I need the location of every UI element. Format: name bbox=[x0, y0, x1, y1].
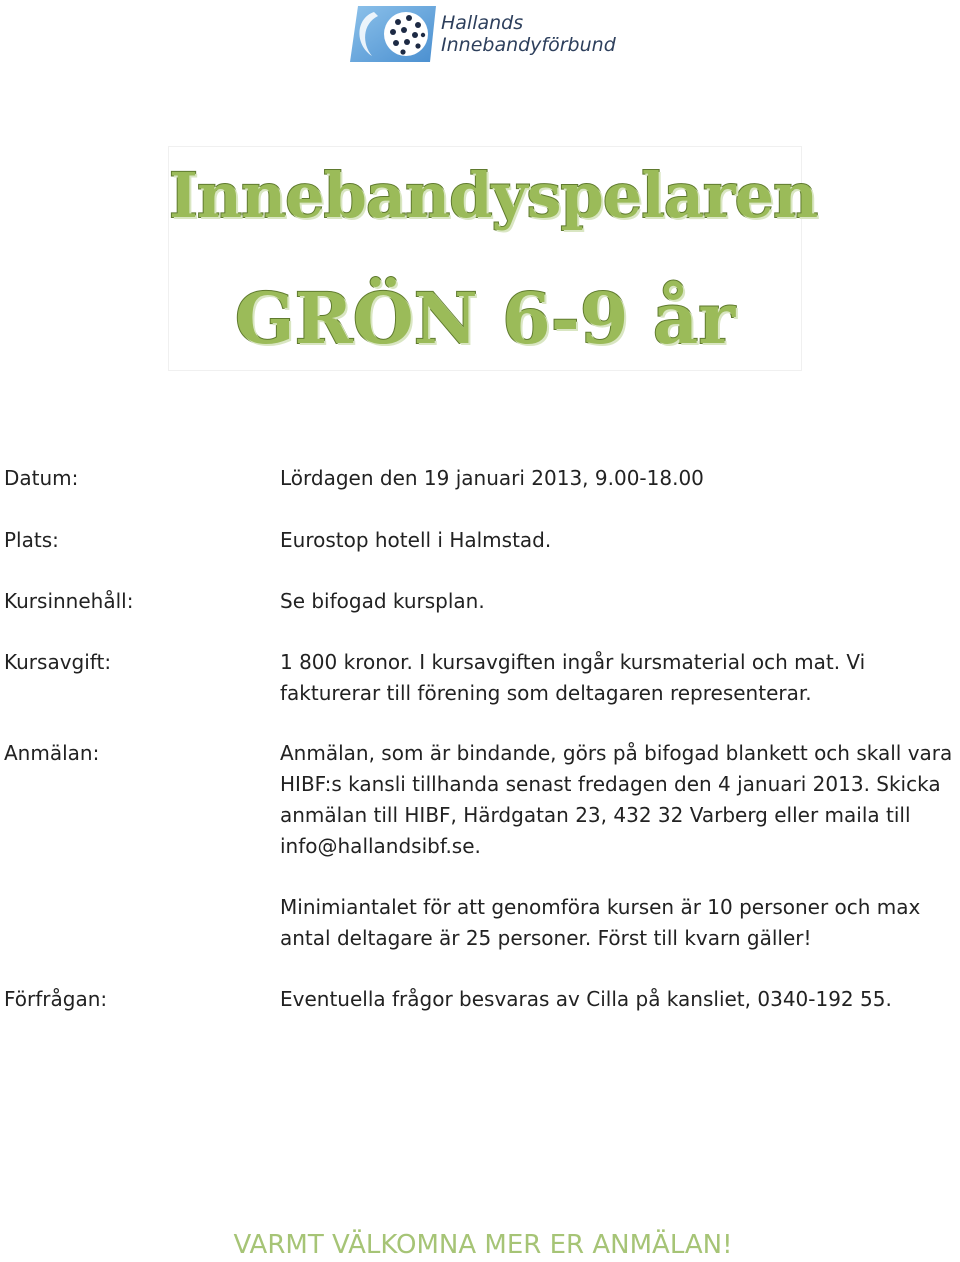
plats-label: Plats: bbox=[4, 528, 59, 552]
welcome-footer: VARMT VÄLKOMNA MER ER ANMÄLAN! bbox=[233, 1230, 733, 1260]
kursinnehall-value: Se bifogad kursplan. bbox=[280, 589, 485, 613]
plats-value: Eurostop hotell i Halmstad. bbox=[280, 528, 552, 552]
forfragan-label: Förfrågan: bbox=[4, 987, 108, 1011]
kursinnehall-label: Kursinnehåll: bbox=[4, 589, 134, 613]
floorball-logo-icon bbox=[348, 4, 440, 64]
anmalan-label: Anmälan: bbox=[4, 741, 100, 765]
datum-value: Lördagen den 19 januari 2013, 9.00-18.00 bbox=[280, 466, 704, 490]
course-title: Innebandyspelaren bbox=[169, 159, 818, 232]
kursavgift-label: Kursavgift: bbox=[4, 650, 112, 674]
logo-text bbox=[441, 12, 616, 56]
logo-text-line1: Hallands bbox=[441, 12, 524, 34]
title-banner bbox=[168, 146, 818, 371]
logo-text-line2: Innebandyförbund bbox=[441, 34, 616, 56]
hallands-innebandyforbund-logo bbox=[348, 4, 628, 64]
minimiantal-note: Minimiantalet för att genomföra kursen är 10 personer och max antal deltagare är 25 personer. Först till kvarn gäller! bbox=[280, 895, 921, 950]
kursavgift-value: 1 800 kronor. I kursavgiften ingår kursmaterial och mat. Vi fakturerar till förening som deltagaren representerar. bbox=[280, 650, 866, 705]
anmalan-value: Anmälan, som är bindande, görs på bifogad blankett och skall vara HIBF:s kansli tillhanda senast fredagen den 4 januari 2013. Skicka anmälan till HIBF, Härdgatan 23, 432 32 Varberg eller maila till info@hallandsibf.se. bbox=[280, 741, 953, 858]
forfragan-value: Eventuella frågor besvaras av Cilla på kansliet, 0340-192 55. bbox=[280, 987, 892, 1011]
datum-label: Datum: bbox=[4, 466, 79, 490]
course-subtitle: GRÖN 6-9 år bbox=[234, 277, 736, 360]
